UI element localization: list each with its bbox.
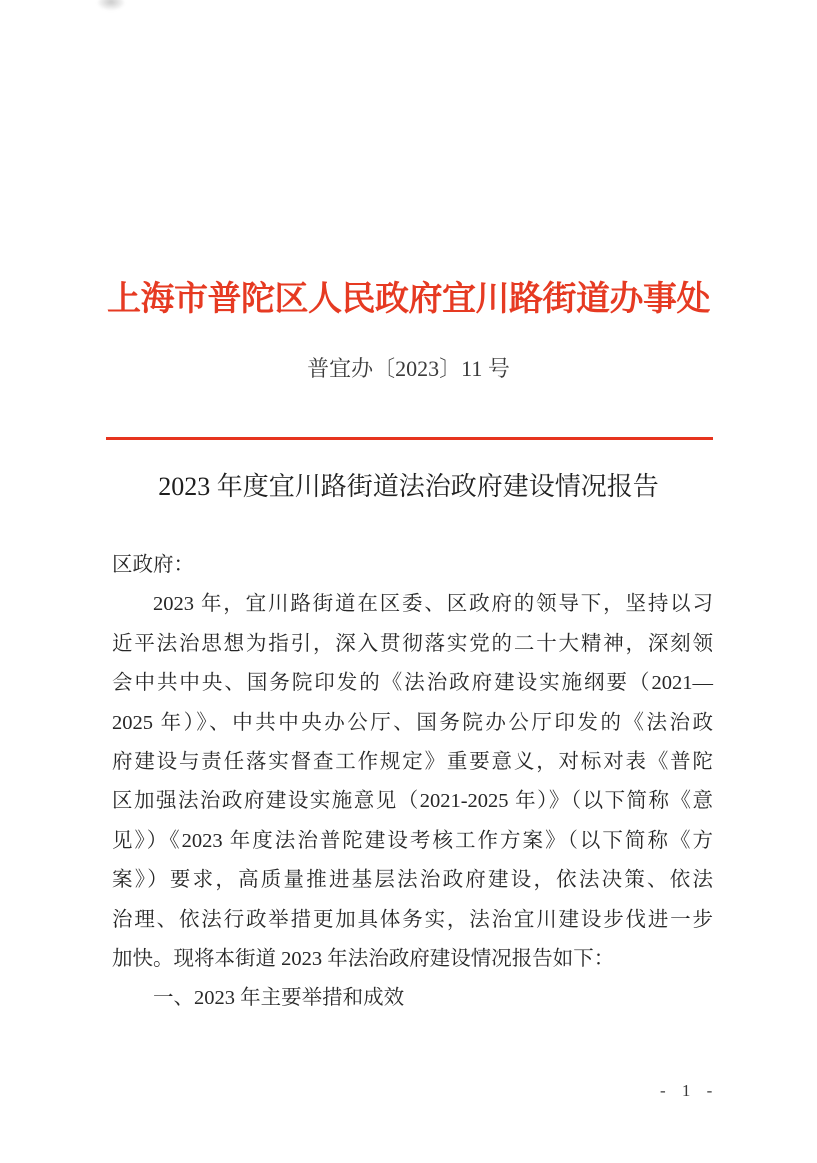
body-line: 加快。现将本街道 2023 年法治政府建设情况报告如下： [112, 947, 615, 970]
body-line: 近平法治思想为指引，深入贯彻落实党的二十大精神，深刻领 [112, 632, 713, 655]
body-paragraph [112, 585, 713, 979]
red-divider-line [106, 437, 713, 440]
salutation: 区政府： [112, 554, 194, 576]
body-line: 2025 年）》、中共中央办公厅、国务院办公厅印发的《法治政 [112, 711, 713, 734]
body-line: 治理、依法行政举措更加具体务实，法治宜川建设步伐进一步 [112, 908, 713, 931]
body-line: 会中共中央、国务院印发的《法治政府建设实施纲要（2021— [112, 672, 713, 695]
section-heading: 一、2023 年主要举措和成效 [153, 987, 405, 1010]
body-line: 见》）《2023 年度法治普陀建设考核工作方案》（以下简称《方 [112, 829, 713, 852]
body-line: 案》）要求，高质量推进基层法治政府建设，依法决策、依法 [112, 869, 713, 892]
letterhead-title: 上海市普陀区人民政府宜川路街道办事处 [107, 281, 710, 318]
body-line: 府建设与责任落实督查工作规定》重要意义，对标对表《普陀 [112, 750, 713, 773]
scan-smudge [96, 0, 126, 11]
report-title: 2023 年度宜川路街道法治政府建设情况报告 [158, 472, 659, 501]
body-line: 2023 年，宜川路街道在区委、区政府的领导下，坚持以习 [153, 593, 713, 616]
page-number: - 1 - [660, 1081, 719, 1100]
document-number: 普宜办〔2023〕11 号 [307, 356, 510, 381]
body-line: 区加强法治政府建设实施意见（2021-2025 年）》（以下简称《意 [112, 790, 713, 813]
document-body [112, 546, 713, 1019]
